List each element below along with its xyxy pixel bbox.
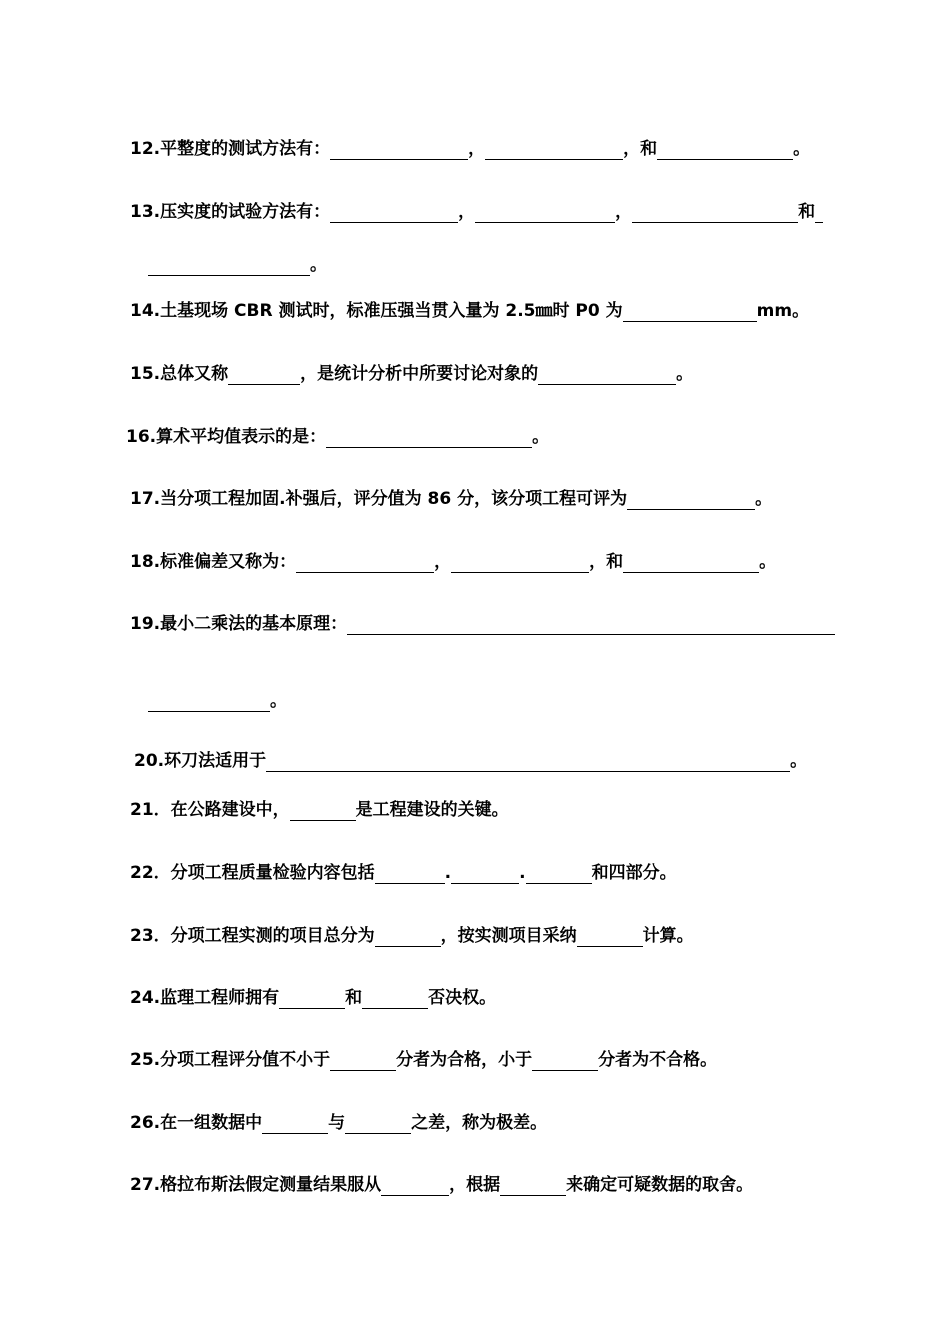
question-23 [130,925,694,947]
question-text: 24.监理工程师拥有 [130,988,280,1008]
question-12 [130,138,810,160]
question-24 [130,987,496,1009]
answer-blank[interactable] [532,1052,598,1071]
answer-blank[interactable] [347,616,835,635]
question-text: 27.格拉布斯法假定测量结果服从 [130,1175,382,1195]
answer-blank[interactable] [538,366,676,385]
answer-blank[interactable] [330,141,468,160]
question-14 [130,300,809,322]
question-13-continued [148,254,327,276]
answer-blank[interactable] [290,802,356,821]
answer-blank[interactable] [657,141,793,160]
answer-blank[interactable] [500,1177,566,1196]
question-text: 。 [755,489,773,509]
answer-blank[interactable] [623,303,757,322]
answer-blank[interactable] [148,693,270,712]
question-text: 17.当分项工程加固.补强后，评分值为 86 分，该分项工程可评为 [130,489,628,509]
question-text: 21．在公路建设中， [130,800,290,820]
question-text: 26.在一组数据中 [130,1113,263,1133]
question-27 [130,1174,753,1196]
answer-blank[interactable] [485,141,623,160]
answer-blank[interactable] [345,1115,411,1134]
question-text: ， [458,202,476,222]
question-text: 和 [798,202,816,222]
answer-blank[interactable] [330,204,458,223]
question-text: 之差，称为极差。 [411,1113,548,1133]
answer-blank[interactable] [475,204,615,223]
question-15 [130,363,693,385]
question-text: 。 [310,255,327,275]
question-text: 23．分项工程实测的项目总分为 [130,926,375,946]
question-text: mm。 [756,301,810,321]
question-text: 14.土基现场 CBR 测试时，标准压强当贯入量为 2.5㎜时 P0 为 [130,301,623,321]
question-text: 15.总体又称 [130,364,229,384]
answer-blank[interactable] [375,928,441,947]
question-text: ， [615,202,633,222]
question-text: 20.环刀法适用于 [134,751,267,771]
question-text: 。 [676,364,694,384]
question-text: 。 [793,139,811,159]
question-text: 。 [532,427,550,447]
question-text: ，按实测项目采纳 [440,926,577,946]
question-13 [130,201,823,223]
answer-blank[interactable] [451,865,519,884]
question-22 [130,862,677,884]
question-text: 是工程建设的关键。 [355,800,509,820]
answer-blank[interactable] [381,1177,449,1196]
question-text: 22．分项工程质量检验内容包括 [130,863,375,883]
answer-blank[interactable] [526,865,592,884]
question-text: 计算。 [642,926,694,946]
question-20 [134,750,807,772]
question-text: 与 [328,1113,346,1133]
question-19-continued [148,690,287,712]
question-19 [130,613,835,635]
answer-blank[interactable] [330,1052,396,1071]
question-21 [130,799,509,821]
question-17 [130,488,772,510]
question-text: 来确定可疑数据的取舍。 [566,1175,754,1195]
answer-blank[interactable] [577,928,643,947]
question-text: ，和 [623,139,658,159]
answer-blank[interactable] [326,429,532,448]
answer-blank[interactable] [451,554,589,573]
question-18 [130,551,776,573]
question-text: . [519,863,526,883]
question-16 [126,426,549,448]
question-text: 16.算术平均值表示的是： [126,427,327,447]
answer-blank[interactable] [815,204,823,223]
question-text: ，和 [589,552,624,572]
question-text: 18.标准偏差又称为： [130,552,297,572]
question-text: ， [434,552,452,572]
question-text: 分者为不合格。 [598,1050,718,1070]
answer-blank[interactable] [296,554,434,573]
answer-blank[interactable] [623,554,759,573]
question-text: 。 [270,691,287,711]
answer-blank[interactable] [228,366,300,385]
question-text: 12.平整度的测试方法有： [130,139,331,159]
answer-blank[interactable] [148,257,310,276]
answer-blank[interactable] [362,990,428,1009]
answer-blank[interactable] [627,491,755,510]
question-text: 否决权。 [428,988,497,1008]
answer-blank[interactable] [632,204,798,223]
question-text: 13.压实度的试验方法有： [130,202,331,222]
answer-blank[interactable] [266,753,790,772]
answer-blank[interactable] [279,990,345,1009]
question-text: 。 [790,751,808,771]
question-text: 19.最小二乘法的基本原理： [130,614,348,634]
question-text: 分者为合格，小于 [396,1050,533,1070]
question-text: ， [468,139,486,159]
question-text: . [444,863,452,883]
question-25 [130,1049,717,1071]
question-text: 25.分项工程评分值不小于 [130,1050,331,1070]
question-text: 和四部分。 [591,863,677,883]
question-text: ，根据 [449,1175,501,1195]
question-text: 。 [759,552,777,572]
question-text: ，是统计分析中所要讨论对象的 [300,364,539,384]
question-text: 和 [345,988,363,1008]
answer-blank[interactable] [262,1115,328,1134]
answer-blank[interactable] [375,865,445,884]
question-26 [130,1112,547,1134]
